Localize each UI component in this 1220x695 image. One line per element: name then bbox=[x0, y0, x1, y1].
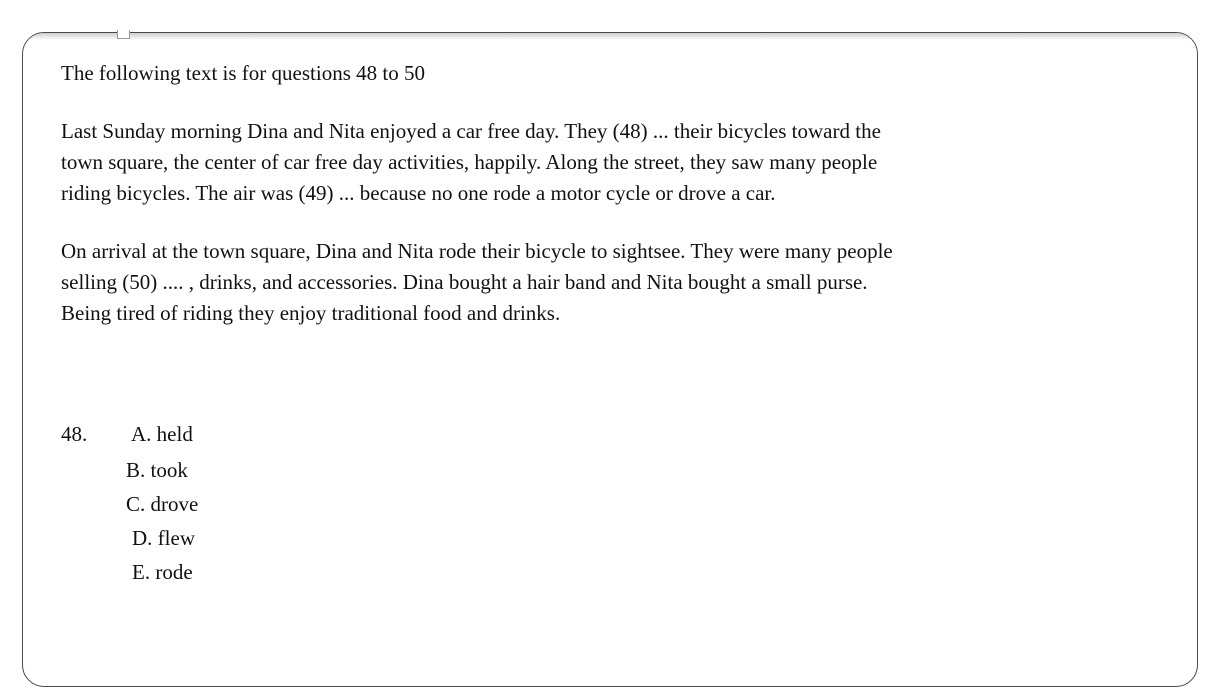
paragraph-2 bbox=[61, 236, 1191, 329]
paragraph-2-line-2: selling (50) .... , drinks, and accessories. Dina bought a hair band and Nita bought a small purse. bbox=[61, 270, 868, 294]
document-content bbox=[61, 58, 1191, 589]
question-number: 48. bbox=[61, 422, 88, 446]
top-shade bbox=[23, 33, 1197, 40]
option-d: D. flew bbox=[132, 526, 195, 550]
paragraph-2-line-1: On arrival at the town square, Dina and Nita rode their bicycle to sightsee. They were many people bbox=[61, 239, 893, 263]
paragraph-2-line-3: Being tired of riding they enjoy traditional food and drinks. bbox=[61, 301, 561, 325]
option-e: E. rode bbox=[132, 560, 193, 584]
paragraph-1-line-1: Last Sunday morning Dina and Nita enjoyed a car free day. They (48) ... their bicycles toward the bbox=[61, 119, 881, 143]
question-48 bbox=[61, 419, 1191, 589]
paragraph-1-line-2: town square, the center of car free day activities, happily. Along the street, they saw many people bbox=[61, 150, 878, 174]
page-marker-icon bbox=[117, 30, 130, 39]
option-c: C. drove bbox=[126, 492, 199, 516]
option-a: A. held bbox=[131, 422, 193, 446]
paragraph-1 bbox=[61, 116, 1191, 209]
option-b: B. took bbox=[126, 458, 188, 482]
paragraph-1-line-3: riding bicycles. The air was (49) ... because no one rode a motor cycle or drove a car. bbox=[61, 181, 776, 205]
intro-line: The following text is for questions 48 to 50 bbox=[61, 61, 425, 85]
